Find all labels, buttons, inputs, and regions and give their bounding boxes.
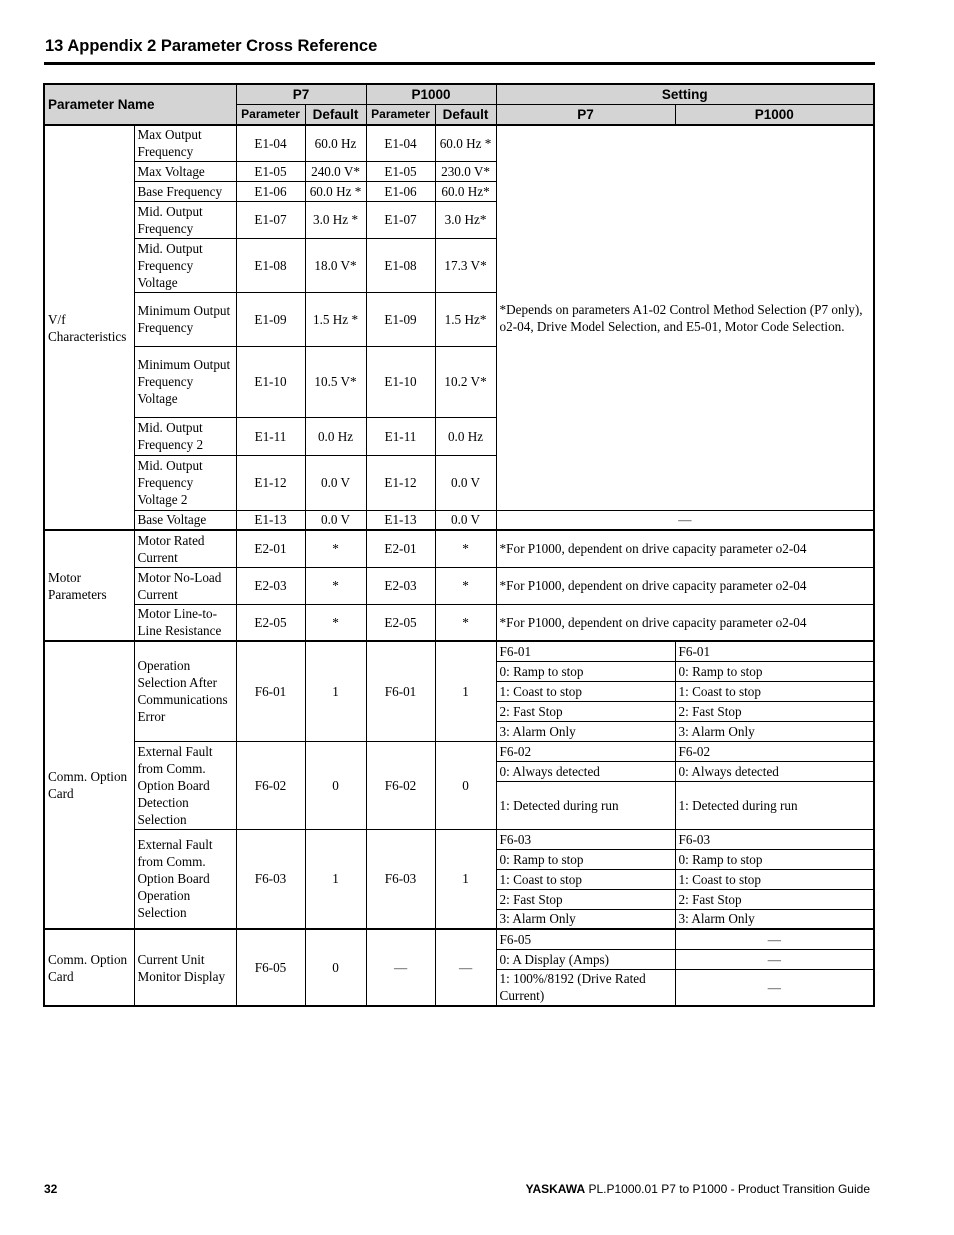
header-p1000-default: Default [435,105,496,126]
p1000-parameter: F6-03 [366,829,435,929]
setting-p7: F6-05 [496,929,675,949]
p7-parameter: E1-10 [236,346,305,417]
param-name: Mid. Output Frequency 2 [134,417,236,455]
p1000-default: — [435,929,496,1006]
vf-setting-note: *Depends on parameters A1-02 Control Method Selection (P7 only), o2-04, Drive Model Selection, and E5-01, Motor Code Selection. [496,125,874,510]
setting-p1000: 2: Fast Stop [675,889,874,909]
p7-parameter: E1-13 [236,510,305,530]
p1000-parameter: F6-02 [366,741,435,829]
setting-dash: — [496,510,874,530]
p1000-default: 0.0 V [435,510,496,530]
p7-default: 0.0 Hz [305,417,366,455]
setting-p7: 1: Coast to stop [496,869,675,889]
p7-default: 10.5 V* [305,346,366,417]
p7-parameter: E1-04 [236,125,305,161]
p1000-default: 60.0 Hz* [435,181,496,201]
param-name: Motor Line-to-Line Resistance [134,604,236,641]
setting-note: *For P1000, dependent on drive capacity parameter o2-04 [496,604,874,641]
setting-p7: F6-01 [496,641,675,661]
footer-doc: PL.P1000.01 P7 to P1000 - Product Transition Guide [585,1182,870,1196]
p1000-parameter: E1-05 [366,161,435,181]
p1000-parameter: E1-11 [366,417,435,455]
setting-p1000: — [675,929,874,949]
group-label-vf: V/f Characteristics [44,125,134,530]
header-p1000: P1000 [366,84,496,105]
setting-note: *For P1000, dependent on drive capacity parameter o2-04 [496,567,874,604]
p1000-default: 230.0 V* [435,161,496,181]
p7-default: 60.0 Hz [305,125,366,161]
param-name: Motor No-Load Current [134,567,236,604]
p1000-default: 60.0 Hz * [435,125,496,161]
setting-p7: 1: Coast to stop [496,681,675,701]
setting-p1000: 0: Ramp to stop [675,661,874,681]
table-row [44,530,874,567]
header-parameter-name: Parameter Name [44,84,236,125]
setting-p1000: 2: Fast Stop [675,701,874,721]
setting-p7: 1: 100%/8192 (Drive Rated Current) [496,969,675,1006]
p7-parameter: E1-06 [236,181,305,201]
footer-doc-title [526,1182,870,1196]
table-row [44,929,874,949]
param-name: Mid. Output Frequency Voltage 2 [134,455,236,510]
param-name: Motor Rated Current [134,530,236,567]
p1000-default: 1.5 Hz* [435,292,496,346]
p7-parameter: E2-05 [236,604,305,641]
p7-default: * [305,567,366,604]
p7-parameter: E1-11 [236,417,305,455]
setting-p1000: F6-01 [675,641,874,661]
p1000-default: * [435,567,496,604]
setting-note: *For P1000, dependent on drive capacity parameter o2-04 [496,530,874,567]
param-name: External Fault from Comm. Option Board Operation Selection [134,829,236,929]
p1000-default: * [435,604,496,641]
setting-p7: 0: Always detected [496,761,675,781]
p7-parameter: E1-12 [236,455,305,510]
param-name: Mid. Output Frequency [134,201,236,238]
param-name: Max Output Frequency [134,125,236,161]
p7-parameter: F6-05 [236,929,305,1006]
p1000-default: 10.2 V* [435,346,496,417]
setting-p1000: 3: Alarm Only [675,721,874,741]
group-label-motor: Motor Parameters [44,530,134,641]
param-name: Current Unit Monitor Display [134,929,236,1006]
p7-parameter: E1-08 [236,238,305,292]
table-row [44,510,874,530]
header-setting: Setting [496,84,874,105]
setting-p1000: 1: Coast to stop [675,681,874,701]
p7-default: 240.0 V* [305,161,366,181]
setting-p7: F6-02 [496,741,675,761]
p1000-parameter: — [366,929,435,1006]
p1000-default: 0 [435,741,496,829]
p1000-parameter: E1-06 [366,181,435,201]
p7-parameter: E1-07 [236,201,305,238]
setting-p1000: F6-03 [675,829,874,849]
p1000-default: 0.0 V [435,455,496,510]
p1000-default: * [435,530,496,567]
table-row [44,125,874,161]
param-name: External Fault from Comm. Option Board Detection Selection [134,741,236,829]
header-p7-default: Default [305,105,366,126]
group-label-comm-2: Comm. Option Card [44,929,134,1006]
p7-default: * [305,530,366,567]
p7-parameter: F6-03 [236,829,305,929]
header-setting-p7: P7 [496,105,675,126]
param-name: Max Voltage [134,161,236,181]
param-name: Minimum Output Frequency [134,292,236,346]
setting-p1000: 0: Ramp to stop [675,849,874,869]
setting-p1000: — [675,969,874,1006]
setting-p1000: F6-02 [675,741,874,761]
p1000-parameter: E2-05 [366,604,435,641]
page-number: 32 [44,1182,58,1196]
setting-p7: 2: Fast Stop [496,889,675,909]
param-name: Base Voltage [134,510,236,530]
setting-p7: 3: Alarm Only [496,909,675,929]
p1000-parameter: E1-13 [366,510,435,530]
p1000-default: 1 [435,829,496,929]
p7-default: 3.0 Hz * [305,201,366,238]
group-label-comm: Comm. Option Card [44,641,134,929]
section-title: 13 Appendix 2 Parameter Cross Reference [45,37,378,55]
p7-default: 1 [305,641,366,741]
p7-default: 18.0 V* [305,238,366,292]
setting-p1000: 3: Alarm Only [675,909,874,929]
page-header [44,36,875,65]
p7-parameter: F6-01 [236,641,305,741]
setting-p1000: 1: Detected during run [675,781,874,829]
p1000-parameter: E1-07 [366,201,435,238]
header-p7-parameter: Parameter [236,105,305,126]
setting-p7: F6-03 [496,829,675,849]
table-row [44,641,874,661]
setting-p7: 0: Ramp to stop [496,661,675,681]
p7-default: * [305,604,366,641]
header-p1000-parameter: Parameter [366,105,435,126]
p7-parameter: F6-02 [236,741,305,829]
p1000-default: 0.0 Hz [435,417,496,455]
p1000-parameter: E2-03 [366,567,435,604]
table-row [44,829,874,849]
p7-default: 0.0 V [305,510,366,530]
setting-p7: 3: Alarm Only [496,721,675,741]
p1000-default: 1 [435,641,496,741]
p1000-parameter: F6-01 [366,641,435,741]
footer-brand: YASKAWA [525,1182,586,1196]
p1000-parameter: E2-01 [366,530,435,567]
setting-p1000: — [675,949,874,969]
setting-p1000: 1: Coast to stop [675,869,874,889]
p1000-default: 17.3 V* [435,238,496,292]
param-name: Base Frequency [134,181,236,201]
p1000-parameter: E1-08 [366,238,435,292]
p7-default: 0.0 V [305,455,366,510]
p7-parameter: E2-03 [236,567,305,604]
param-name: Minimum Output Frequency Voltage [134,346,236,417]
p1000-parameter: E1-12 [366,455,435,510]
table-row [44,604,874,641]
p7-parameter: E2-01 [236,530,305,567]
p7-parameter: E1-05 [236,161,305,181]
param-name: Operation Selection After Communications Error [134,641,236,741]
p7-default: 60.0 Hz * [305,181,366,201]
parameter-cross-reference-table [43,83,875,1007]
p7-parameter: E1-09 [236,292,305,346]
p7-default: 0 [305,929,366,1006]
p1000-parameter: E1-10 [366,346,435,417]
p7-default: 1.5 Hz * [305,292,366,346]
setting-p7: 1: Detected during run [496,781,675,829]
header-p7: P7 [236,84,366,105]
p1000-default: 3.0 Hz* [435,201,496,238]
setting-p7: 2: Fast Stop [496,701,675,721]
p7-default: 1 [305,829,366,929]
p1000-parameter: E1-09 [366,292,435,346]
param-name: Mid. Output Frequency Voltage [134,238,236,292]
p7-default: 0 [305,741,366,829]
setting-p1000: 0: Always detected [675,761,874,781]
table-row [44,741,874,761]
table-row [44,567,874,604]
header-setting-p1000: P1000 [675,105,874,126]
setting-p7: 0: Ramp to stop [496,849,675,869]
setting-p7: 0: A Display (Amps) [496,949,675,969]
p1000-parameter: E1-04 [366,125,435,161]
